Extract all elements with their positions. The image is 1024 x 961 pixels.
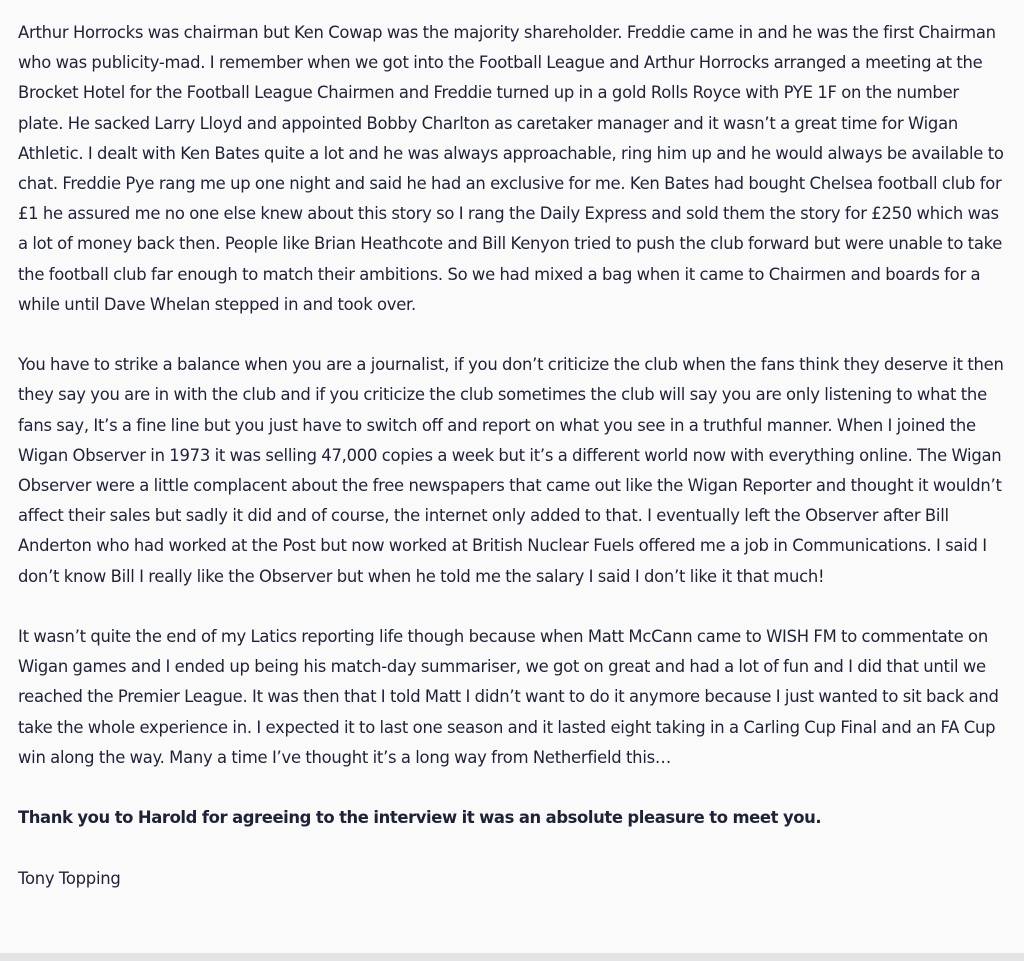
article-paragraph-3: It wasn’t quite the end of my Latics reporting life though because when Matt McCann came to WISH FM to commentate on Wigan games and I ended up being his match-day summariser, we got on great and had a lot of fun and I did that until we reached the Premier League. It was then that I told Matt I didn’t want to do it anymore because I just wanted to sit back and take the whole experience in. I expected it to last one season and it lasted eight taking in a Carling Cup Final and an FA Cup win along the way. Many a time I’ve thought it’s a long way from Netherfield this…: [18, 627, 999, 767]
bottom-bar: [0, 953, 1024, 961]
article-paragraph-2: You have to strike a balance when you are a journalist, if you don’t criticize the club when the fans think they deserve it then they say you are in with the club and if you criticize the club sometimes the club will say you are only listening to what the fans say, It’s a fine line but you just have to switch off and report on what you see in a truthful manner. When I joined the Wigan Observer in 1973 it was selling 47,000 copies a week but it’s a different world now with everything online. The Wigan Observer were a little complacent about the free newspapers that came out like the Wigan Reporter and thought it wouldn’t affect their sales but sadly it did and of course, the internet only added to that. I eventually left the Observer after Bill Anderton who had worked at the Post but now worked at British Nuclear Fuels offered me a job in Communications. I said I don’t know Bill I really like the Observer but when he told me the salary I said I don’t like it that much!: [18, 355, 1004, 586]
author-signature: Tony Topping: [18, 868, 121, 888]
article-paragraph-1: Arthur Horrocks was chairman but Ken Cowap was the majority shareholder. Freddie came in and he was the first Chairman who was publicity-mad. I remember when we got into the Football League and Arthur Horrocks arranged a meeting at the Brocket Hotel for the Football League Chairmen and Freddie turned up in a gold Rolls Royce with PYE 1F on the number plate. He sacked Larry Lloyd and appointed Bobby Charlton as caretaker manager and it wasn’t a great time for Wigan Athletic. I dealt with Ken Bates quite a lot and he was always approachable, ring him up and he would always be available to chat. Freddie Pye rang me up one night and said he had an exclusive for me. Ken Bates had bought Chelsea football club for £1 he assured me no one else knew about this story so I rang the Daily Express and sold them the story for £250 which was a lot of money back then. People like Brian Heathcote and Bill Kenyon tried to push the club forward but were unable to take the football club far enough to match their ambitions. So we had mixed a bag when it came to Chairmen and boards for a while until Dave Whelan stepped in and took over.: [18, 23, 1004, 314]
thanks-note: Thank you to Harold for agreeing to the interview it was an absolute pleasure to meet you.: [18, 808, 822, 828]
article-body: [18, 18, 1004, 924]
